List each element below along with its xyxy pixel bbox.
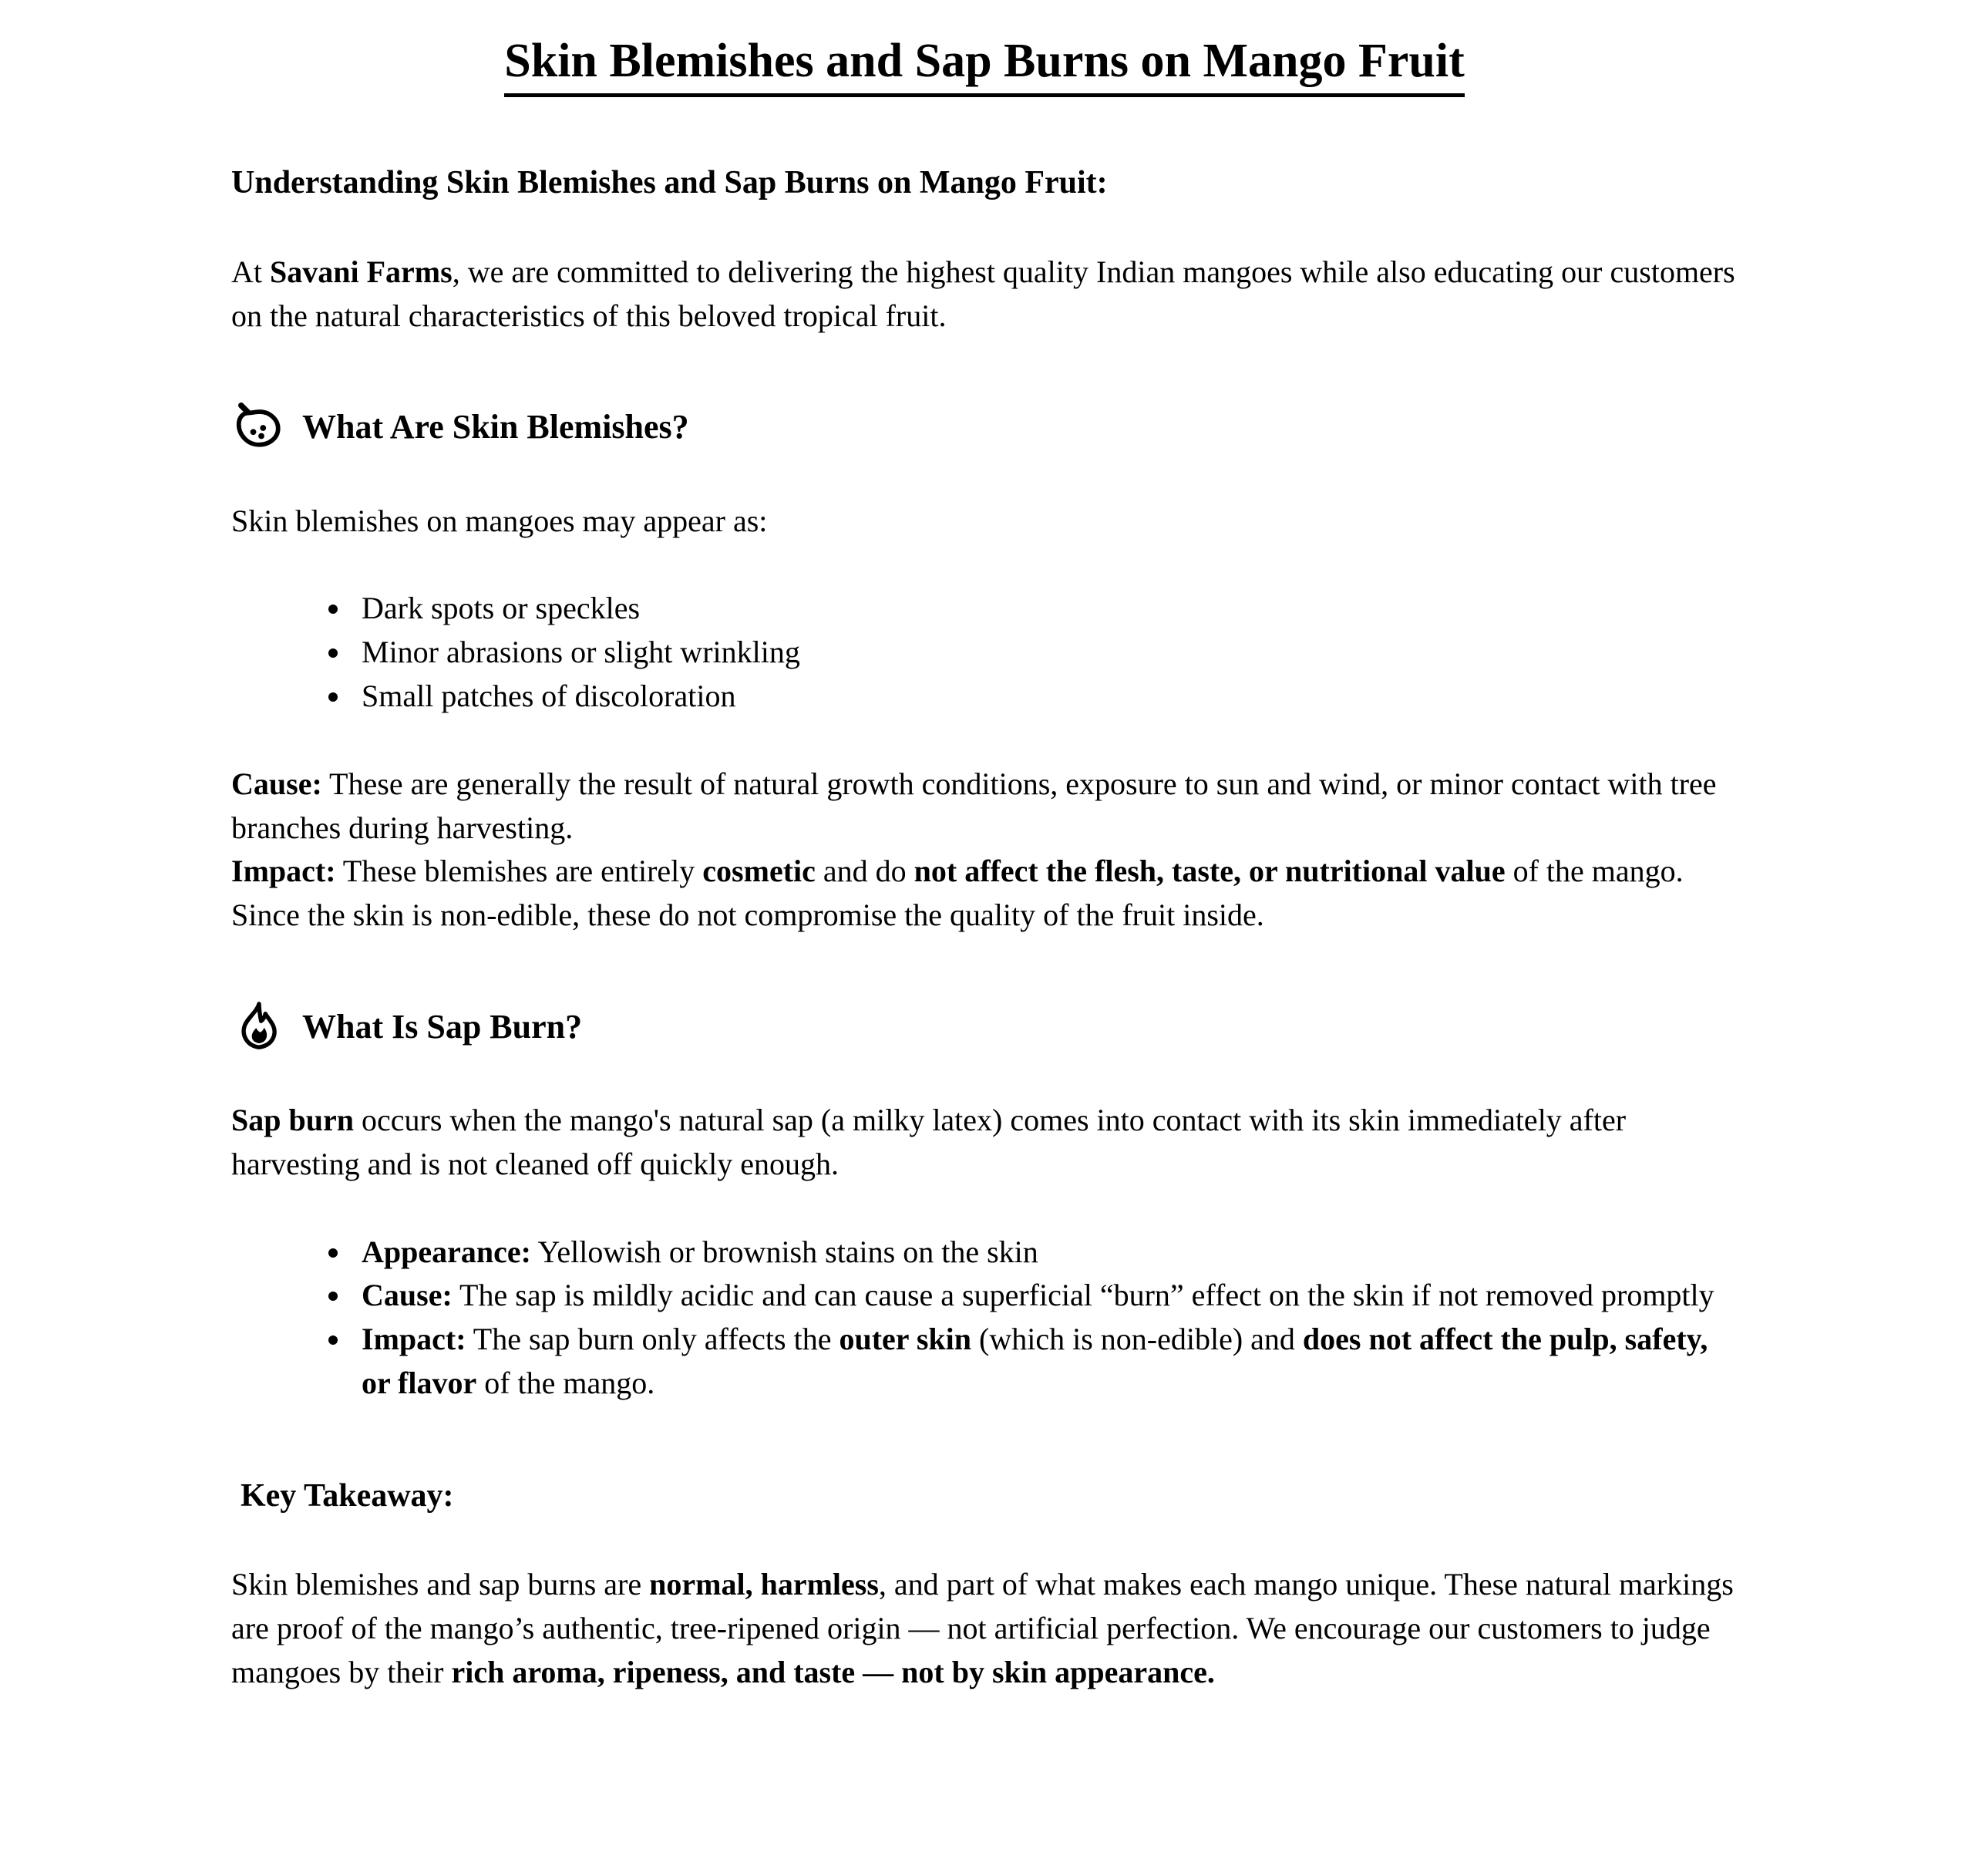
list-item: • Dark spots or speckles: [352, 587, 1738, 631]
cause-line: [231, 763, 1738, 850]
takeaway-paragraph: [231, 1563, 1738, 1694]
intro-text-post: , we are committed to delivering the highest quality Indian mangoes while also educating our customers on the natural characteristics of this beloved tropical fruit.: [231, 254, 1735, 333]
impact-line: [231, 850, 1738, 938]
takeaway-bold-normal-harmless: normal, harmless: [649, 1567, 879, 1602]
sapburn-lead-text: occurs when the mango's natural sap (a milky latex) comes into contact with its skin immediately after harvesting and is not cleaned off quickly enough.: [231, 1102, 1627, 1181]
impact-bold-cosmetic: cosmetic: [702, 854, 816, 889]
intro-paragraph: [231, 251, 1738, 338]
takeaway-text: Skin blemishes and sap burns are: [231, 1567, 650, 1602]
list-item: [352, 1274, 1738, 1318]
sap-impact-text: of the mango.: [476, 1365, 655, 1400]
key-takeaway-heading: Key Takeaway:: [241, 1477, 454, 1514]
sap-impact-text: (which is non-edible) and: [971, 1322, 1303, 1357]
takeaway-bold-judge: rich aroma, ripeness, and taste — not by skin appearance.: [451, 1654, 1215, 1689]
list-item: [352, 1318, 1738, 1406]
list-item: • Minor abrasions or slight wrinkling: [352, 631, 1738, 675]
impact-bold-no-effect: not affect the flesh, taste, or nutritional value: [914, 854, 1506, 889]
cause-impact-paragraph: [231, 763, 1738, 938]
sap-impact-bold-outer-skin: outer skin: [839, 1322, 972, 1357]
cause-text: These are generally the result of natural growth conditions, exposure to sun and wind, or minor contact with tree branches during harvesting.: [231, 766, 1717, 845]
sapburn-lead: [231, 1099, 1738, 1187]
sap-impact-label: Impact:: [362, 1322, 466, 1357]
sap-cause-text: The sap is mildly acidic and can cause a superficial “burn” effect on the skin if not removed promptly: [452, 1278, 1714, 1313]
intro-text-pre: At: [231, 254, 270, 290]
blemishes-list: [231, 587, 1738, 718]
takeaway-text: , and part of what makes each mango unique. These natural markings are proof of the mango’s authentic, tree-ripened origin — not artificial perfection. We encourage our customers to judge mangoes by their: [231, 1567, 1734, 1689]
blemishes-heading-label: What Are Skin Blemishes?: [302, 408, 689, 446]
sap-cause-label: Cause:: [362, 1278, 453, 1313]
blemishes-section-heading: [231, 400, 1738, 456]
page-title: [231, 32, 1738, 89]
impact-label: Impact:: [231, 854, 336, 889]
sapburn-section-heading: [231, 999, 1738, 1055]
mango-icon: [231, 400, 287, 456]
sapburn-lead-bold: Sap burn: [231, 1102, 354, 1137]
list-item: [352, 1231, 1738, 1275]
impact-text: of the mango. Since the skin is non-edible, these do not compromise the quality of the fruit inside.: [231, 854, 1684, 933]
flame-icon: [231, 999, 287, 1055]
page-title-text: Skin Blemishes and Sap Burns on Mango Fruit: [504, 35, 1465, 97]
sapburn-heading-label: What Is Sap Burn?: [302, 1007, 583, 1046]
appearance-text: Yellowish or brownish stains on the skin: [530, 1234, 1038, 1269]
appearance-label: Appearance:: [362, 1234, 531, 1269]
sap-impact-bold-no-effect: does not affect the pulp, safety, or flavor: [362, 1322, 1708, 1400]
sap-impact-text: The sap burn only affects the: [466, 1322, 839, 1357]
list-item: • Small patches of discoloration: [352, 675, 1738, 719]
cause-label: Cause:: [231, 766, 322, 801]
brand-name: Savani Farms: [270, 254, 453, 290]
sapburn-list: [231, 1231, 1738, 1406]
understanding-heading: Understanding Skin Blemishes and Sap Burns on Mango Fruit:: [231, 165, 1108, 201]
blemishes-lead: Skin blemishes on mangoes may appear as:: [231, 503, 768, 538]
impact-text: These blemishes are entirely: [335, 854, 703, 889]
impact-text: and do: [815, 854, 914, 889]
